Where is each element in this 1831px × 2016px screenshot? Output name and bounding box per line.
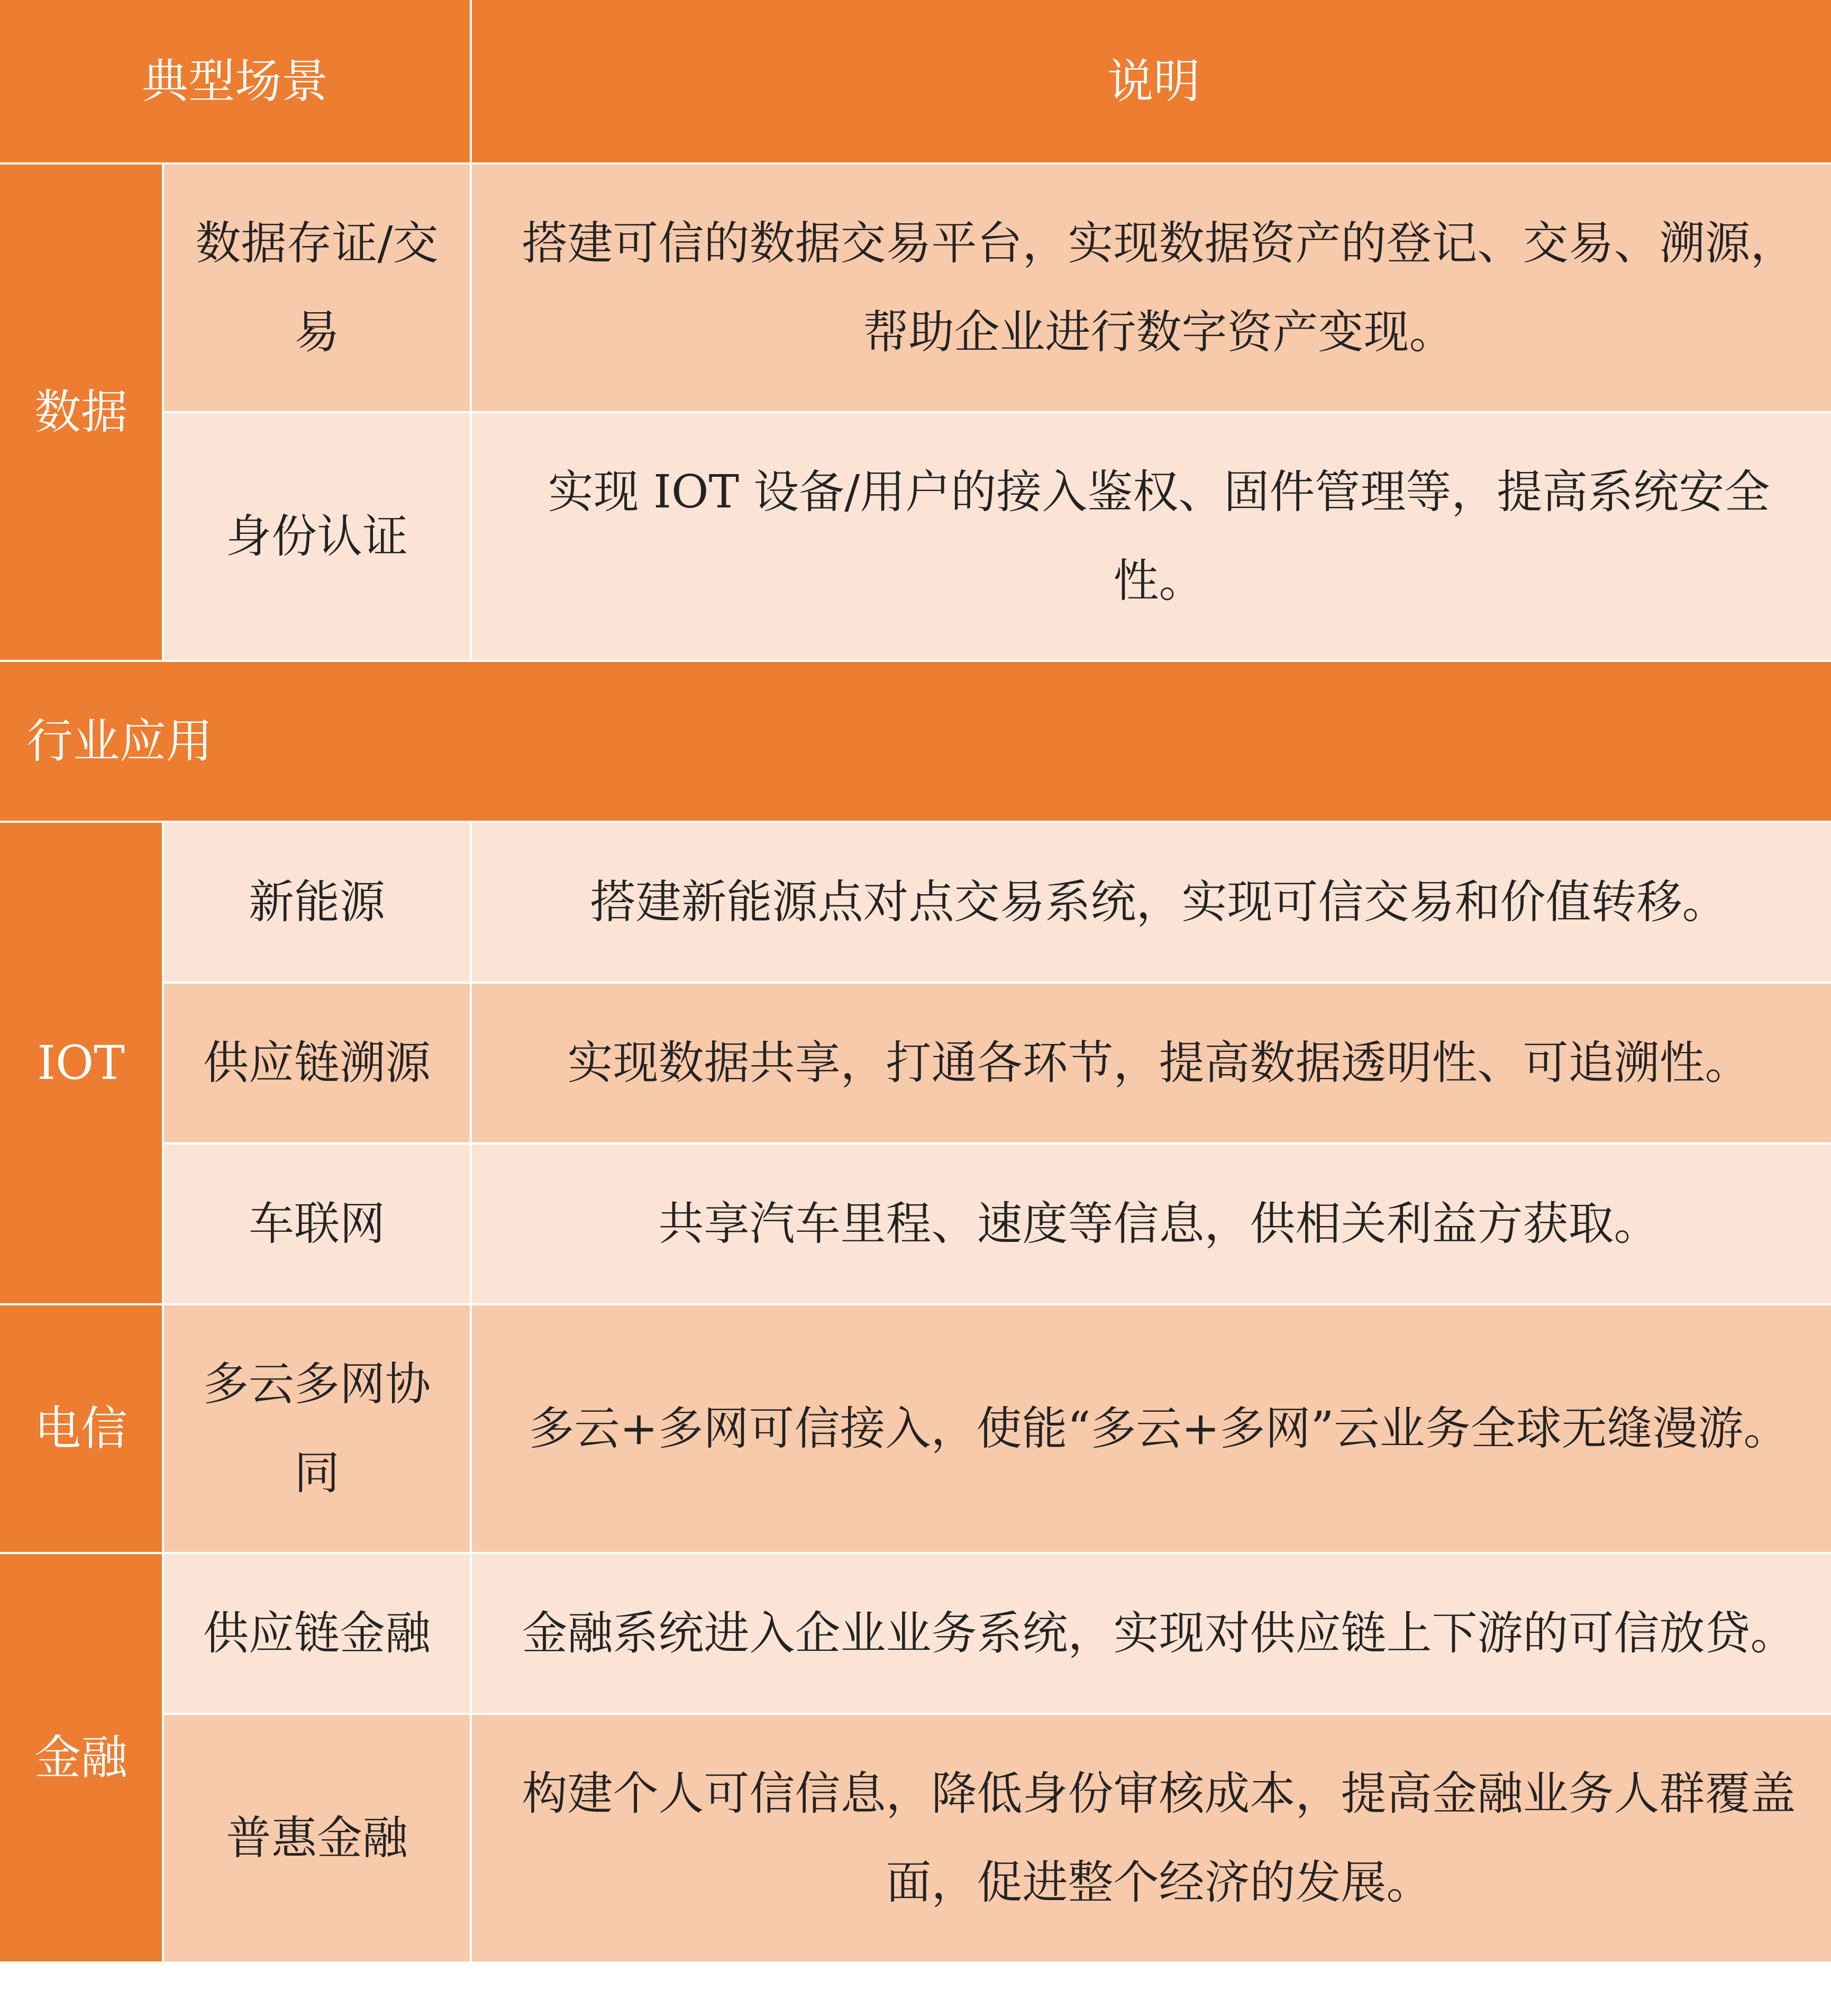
category-data: 数据 xyxy=(0,165,162,660)
category-iot: IOT xyxy=(0,823,162,1303)
category-finance: 金融 xyxy=(0,1554,162,1961)
section-industry-applications: 行业应用 xyxy=(0,662,1831,821)
scene-cell: 供应链溯源 xyxy=(164,984,470,1142)
header-scene: 典型场景 xyxy=(0,0,470,162)
description-cell: 实现数据共享，打通各环节，提高数据透明性、可追溯性。 xyxy=(472,984,1831,1142)
scene-cell: 身份认证 xyxy=(164,413,470,660)
description-cell: 搭建可信的数据交易平台，实现数据资产的登记、交易、溯源，帮助企业进行数字资产变现。 xyxy=(472,165,1831,411)
description-cell: 构建个人可信信息，降低身份审核成本，提高金融业务人群覆盖面，促进整个经济的发展。 xyxy=(472,1715,1831,1961)
description-cell: 搭建新能源点对点交易系统，实现可信交易和价值转移。 xyxy=(472,823,1831,982)
category-telecom: 电信 xyxy=(0,1305,162,1552)
description-cell: 多云+多网可信接入，使能“多云+多网”云业务全球无缝漫游。 xyxy=(472,1305,1831,1552)
scene-cell: 多云多网协同 xyxy=(164,1305,470,1552)
description-cell: 实现 IOT 设备/用户的接入鉴权、固件管理等，提高系统安全性。 xyxy=(472,413,1831,660)
scene-cell: 供应链金融 xyxy=(164,1554,470,1713)
scene-cell: 普惠金融 xyxy=(164,1715,470,1961)
scene-cell: 数据存证/交易 xyxy=(164,165,470,411)
scene-cell: 新能源 xyxy=(164,823,470,982)
header-description: 说明 xyxy=(472,0,1831,162)
scene-cell: 车联网 xyxy=(164,1145,470,1303)
description-cell: 共享汽车里程、速度等信息，供相关利益方获取。 xyxy=(472,1145,1831,1303)
description-cell: 金融系统进入企业业务系统，实现对供应链上下游的可信放贷。 xyxy=(472,1554,1831,1713)
